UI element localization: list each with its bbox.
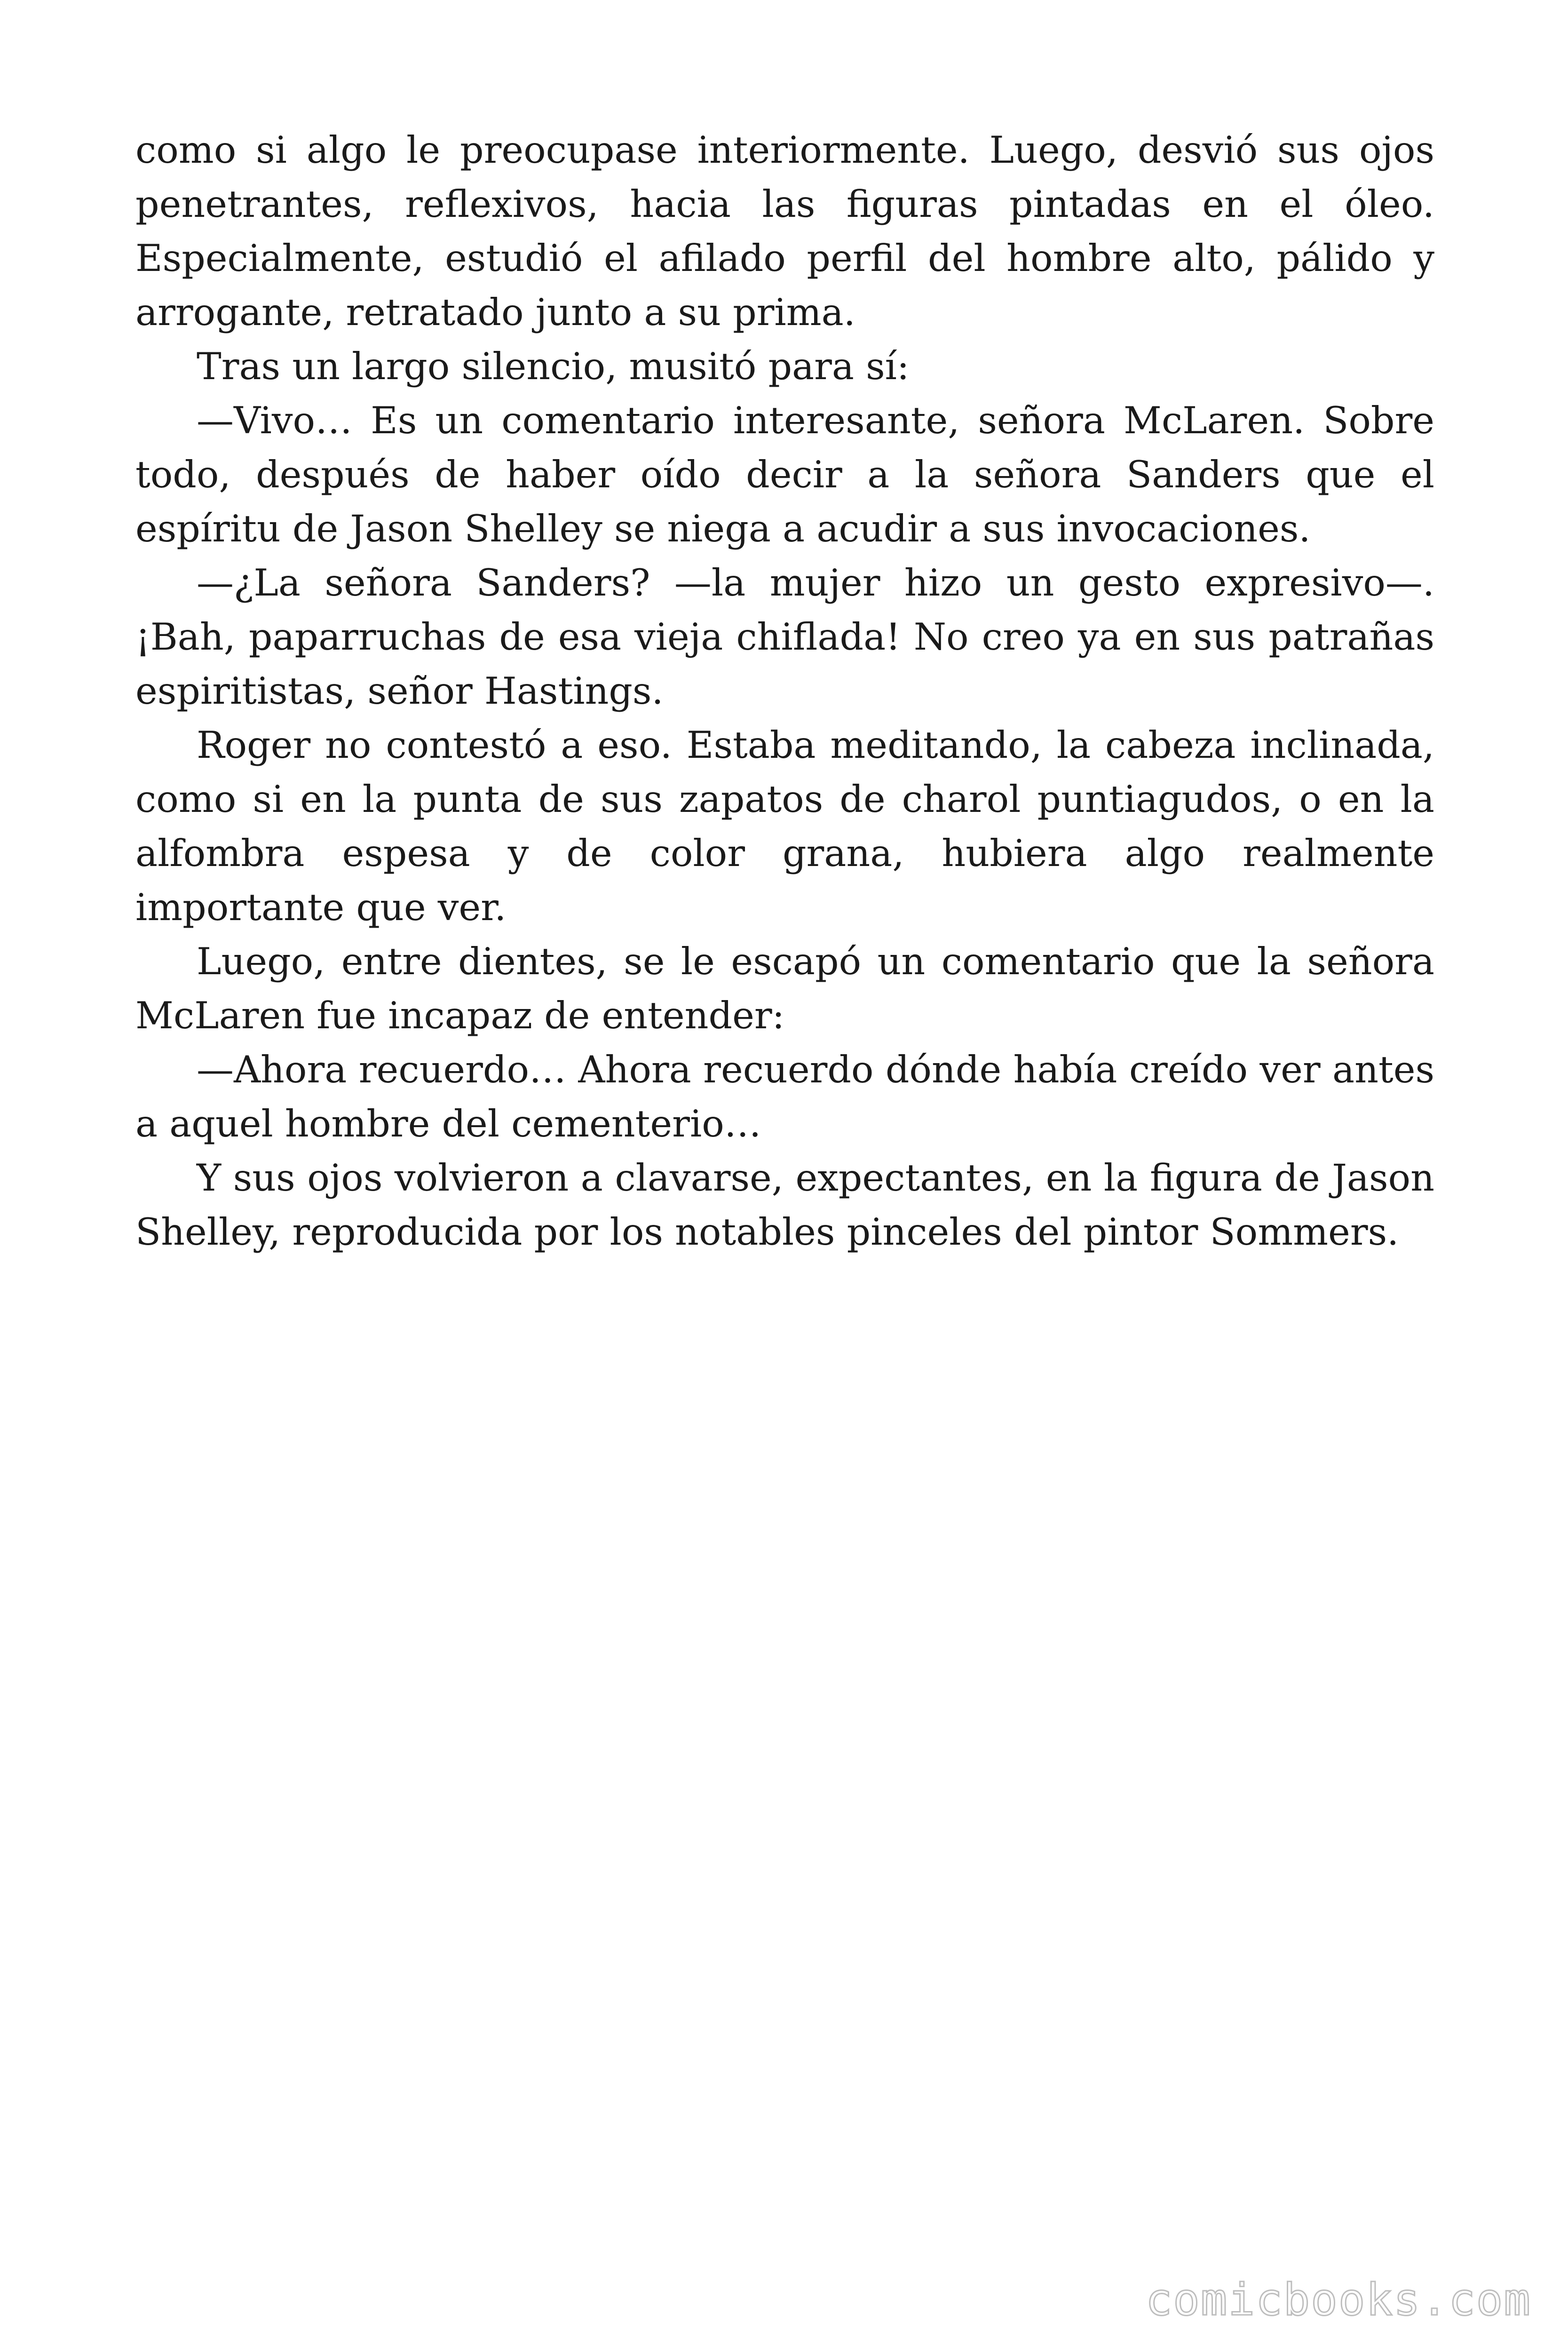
paragraph: Luego, entre dientes, se le escapó un comentario que la señora McLaren fue incapaz de entender:: [135, 940, 1434, 1037]
paragraph: —Vivo… Es un comentario interesante, señora McLaren. Sobre todo, después de haber oído decir a la señora Sanders que el espíritu de Jason Shelley se niega a acudir a sus invocaciones.: [135, 399, 1434, 550]
paragraph: Tras un largo silencio, musitó para sí:: [197, 345, 910, 388]
paragraph: —¿La señora Sanders? —la mujer hizo un gesto expresivo—. ¡Bah, paparruchas de esa vieja chiflada! No creo ya en sus patrañas espiritistas, señor Hastings.: [135, 561, 1434, 713]
paragraph-continuation: como si algo le preocupase interiormente. Luego, desvió sus ojos penetrantes, reflexivos, hacia las figuras pintadas en el óleo. Especialmente, estudió el afilado perfil del hombre alto, pálido y arrogante, retratado junto a su prima.: [135, 128, 1434, 334]
paragraph: —Ahora recuerdo… Ahora recuerdo dónde había creído ver antes a aquel hombre del cementerio…: [135, 1048, 1434, 1145]
watermark: comicbooks.com: [1145, 2274, 1531, 2326]
paragraph: Roger no contestó a eso. Estaba meditando, la cabeza inclinada, como si en la punta de sus zapatos de charol puntiagudos, o en la alfombra espesa y de color grana, hubiera algo realmente importante que ver.: [135, 723, 1434, 929]
page-body: [135, 123, 1434, 1259]
paragraph: Y sus ojos volvieron a clavarse, expectantes, en la figura de Jason Shelley, reproducida por los notables pinceles del pintor Sommers.: [135, 1156, 1434, 1254]
